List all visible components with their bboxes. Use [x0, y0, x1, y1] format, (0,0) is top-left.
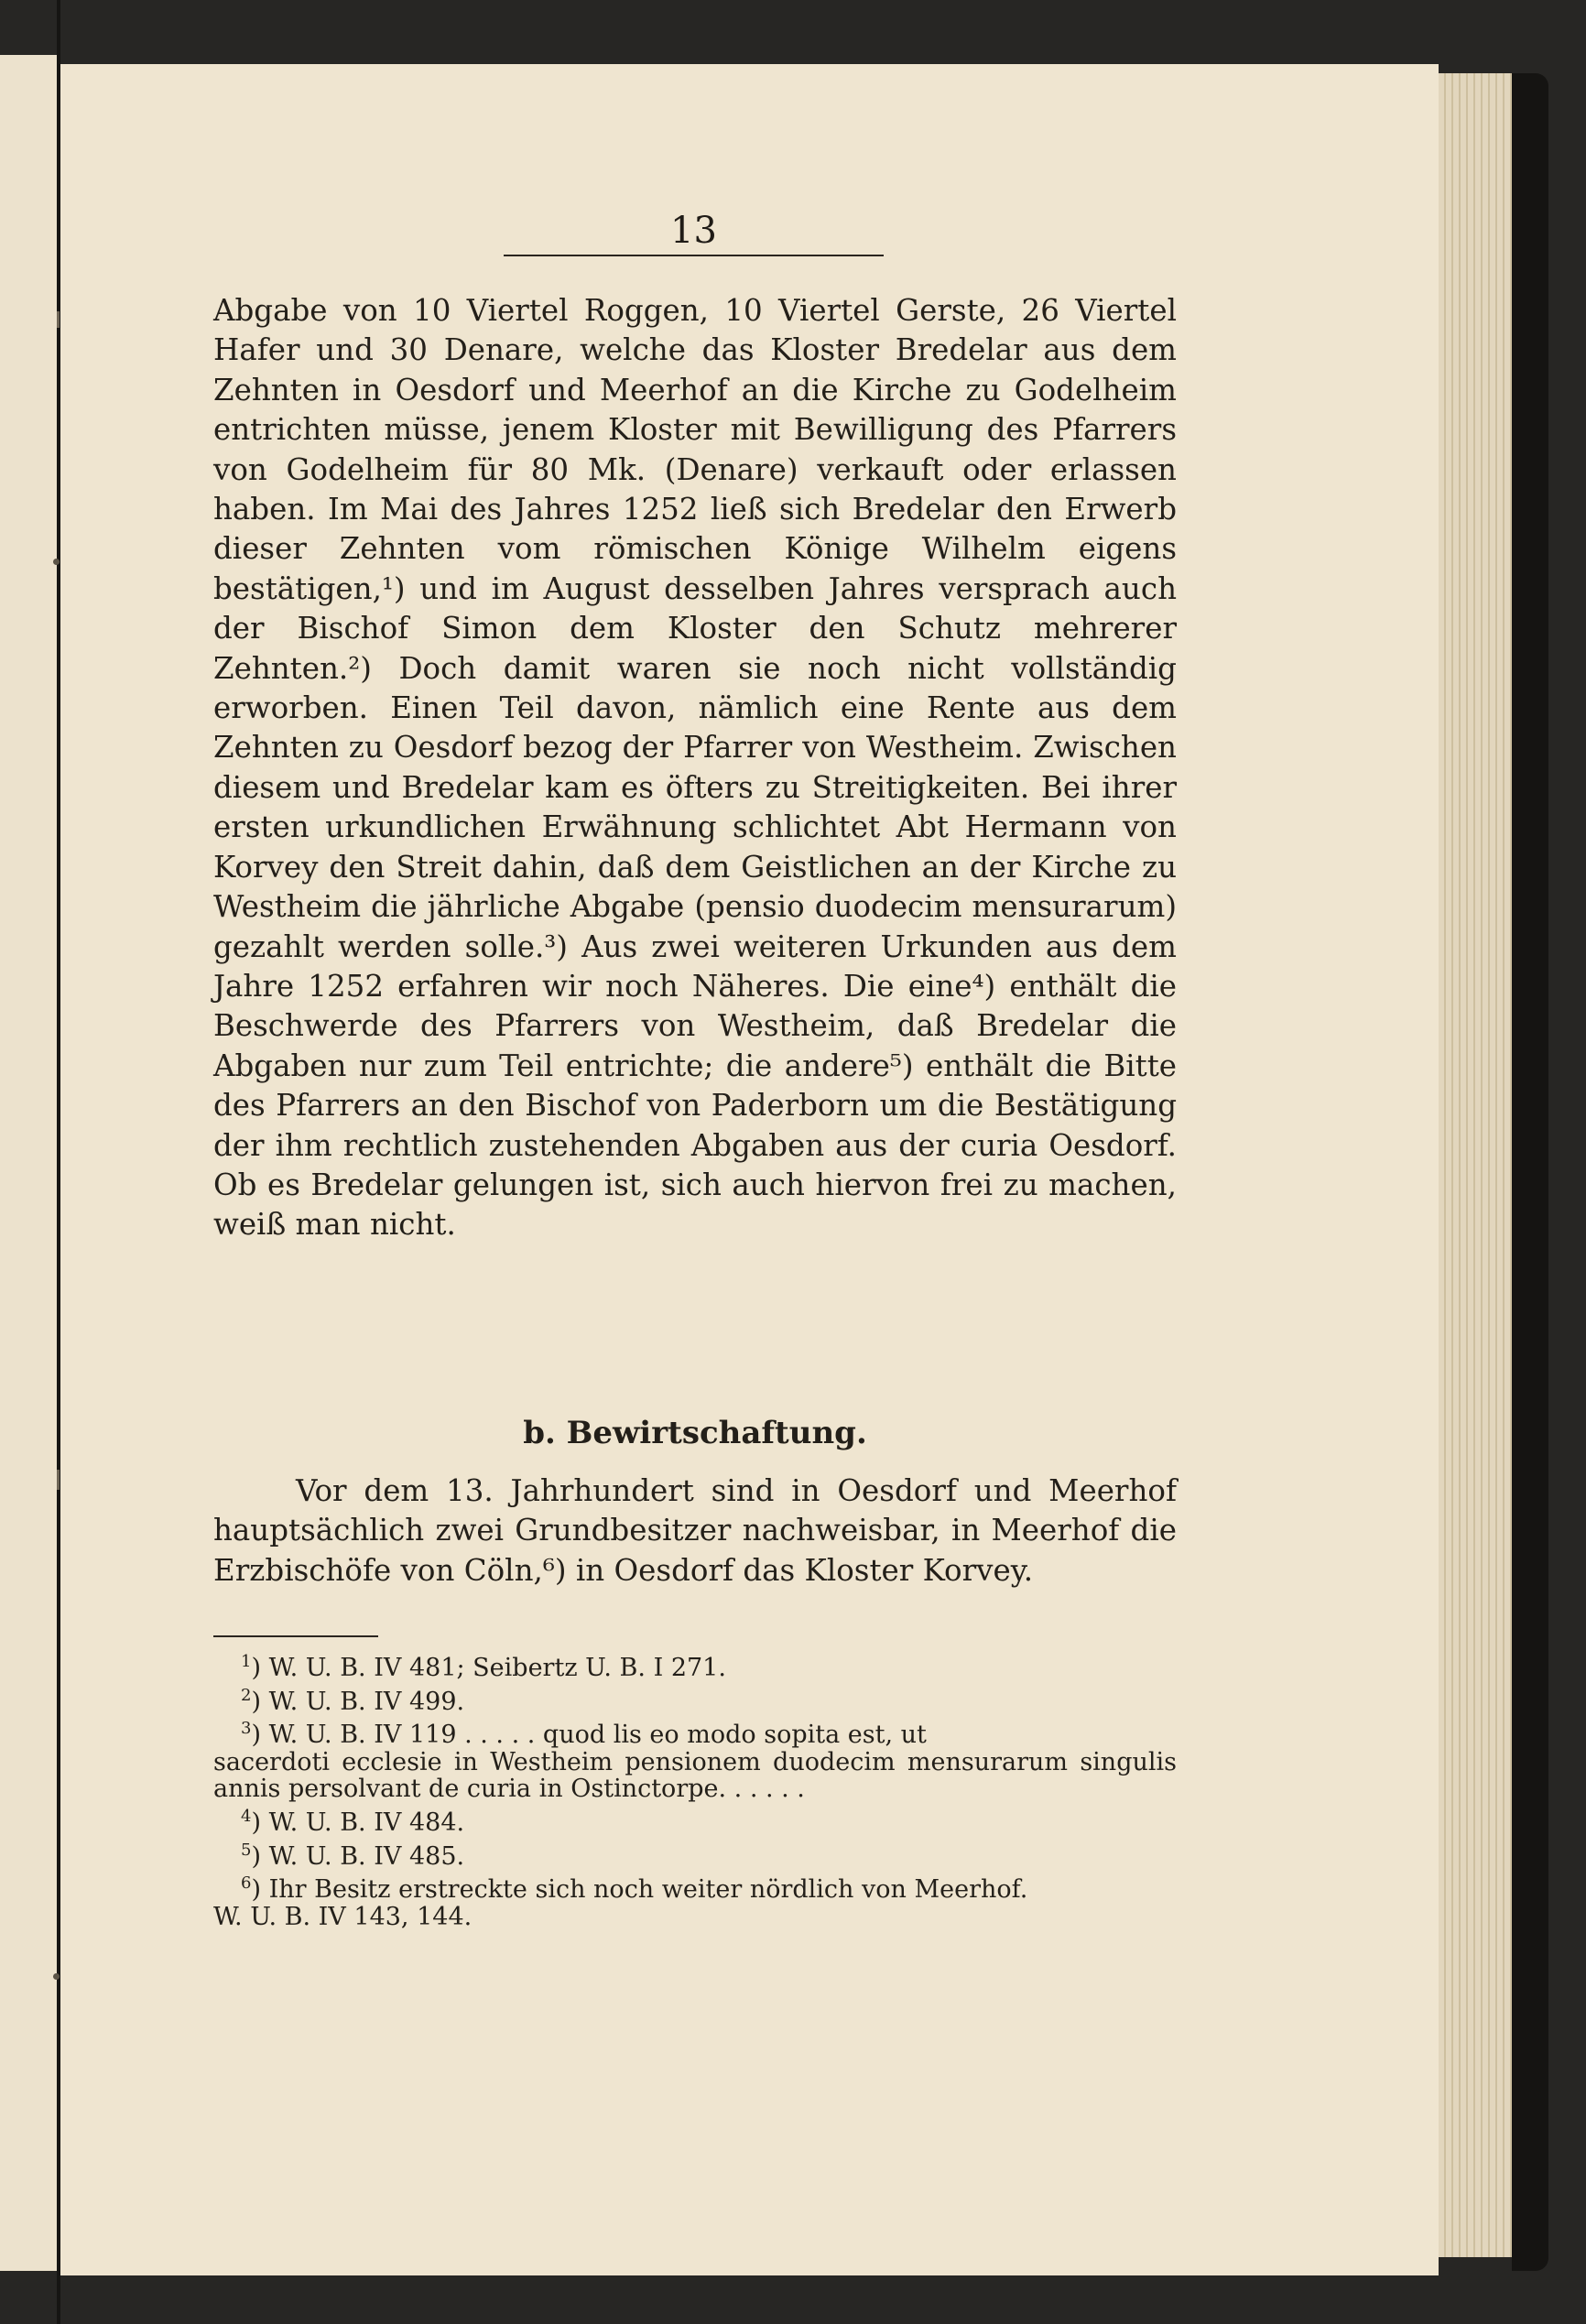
- footnote-mark: 5: [241, 1840, 252, 1860]
- footnote-2: $^2$) W. U. B. IV 499.: [241, 1685, 465, 1716]
- page-header: [504, 212, 884, 256]
- footnote-text: W. U. B. IV 499.: [268, 1687, 465, 1716]
- footnote-mark: 6: [241, 1873, 252, 1894]
- book-cover-edge: [1512, 73, 1548, 2271]
- footnote-5: $^5$) W. U. B. IV 485.: [241, 1840, 465, 1871]
- section-heading: b. Bewirtschaftung.: [523, 1415, 867, 1451]
- footnote-text: W. U. B. IV 119 . . . . . quod lis eo modo sopita est, ut: [268, 1721, 927, 1750]
- footnote-text: W. U. B. IV 484.: [268, 1808, 465, 1837]
- left-page-edge: [0, 55, 59, 2271]
- footnote-6-continuation: W. U. B. IV 143, 144.: [213, 1902, 473, 1931]
- margin-dot: [53, 1973, 60, 1980]
- header-rule: [504, 255, 884, 256]
- footnote-mark: 1: [241, 1652, 252, 1671]
- footnote-6: $^6$) Ihr Besitz erstreckte sich noch weiter nördlich von Meerhof.: [241, 1873, 1028, 1905]
- footnote-text: W. U. B. IV 485.: [268, 1841, 465, 1871]
- footnote-1: $^1$) W. U. B. IV 481; Seibertz U. B. I 271.: [241, 1652, 726, 1682]
- footnotes: [213, 1648, 1177, 1930]
- footnote-3: $^3$) W. U. B. IV 119 . . . . . quod lis eo modo sopita est, ut: [241, 1719, 927, 1750]
- page-number: 13: [670, 210, 717, 252]
- margin-mark: [57, 311, 60, 328]
- section-paragraph: Vor dem 13. Jahrhundert sind in Oesdorf und Meerhof hauptsächlich zwei Grundbesitzer nachweisbar, in Meerhof die Erzbischöfe von Cöln,⁶) in Oesdorf das Kloster Korvey.: [213, 1473, 1177, 1588]
- body-paragraph: Abgabe von 10 Viertel Roggen, 10 Viertel Gerste, 26 Viertel Hafer und 30 Denare, welche das Kloster Bredelar aus dem Zehnten in Oesdorf und Meerhof an die Kirche zu Godelheim entrichten müsse, jenem Kloster mit Bewilligung des Pfarrers von Godelheim für 80 Mk. (Denare) verkauft oder erlassen haben. Im Mai des Jahres 1252 ließ sich Bredelar den Erwerb dieser Zehnten vom römischen Könige Wilhelm eigens bestätigen,¹) und im August desselben Jahres versprach auch der Bischof Simon dem Kloster den Schutz mehrerer Zehnten.²) Doch damit waren sie noch nicht vollständig erworben. Einen Teil davon, nämlich eine Rente aus dem Zehnten zu Oesdorf bezog der Pfarrer von Westheim. Zwischen diesem und Bredelar kam es öfters zu Streitigkeiten. Bei ihrer ersten urkundlichen Erwähnung schlichtet Abt Hermann von Korvey den Streit dahin, daß dem Geistlichen an der Kirche zu Westheim die jährliche Abgabe (pensio duodecim mensurarum) gezahlt werden solle.³) Aus zwei weiteren Urkunden aus dem Jahre 1252 erfahren wir noch Näheres. Die eine⁴) enthält die Beschwerde des Pfarrers von Westheim, daß Bredelar die Abgaben nur zum Teil entrichte; die andere⁵) enthält die Bitte des Pfarrers an den Bischof von Paderborn um die Bestätigung der ihm rechtlich zustehenden Abgaben aus der curia Oesdorf. Ob es Bredelar gelungen ist, sich auch hiervon frei zu machen, weiß man nicht.: [213, 293, 1177, 1243]
- footnote-text: W. U. B. IV 481; Seibertz U. B. I 271.: [268, 1654, 726, 1682]
- margin-dot: [53, 559, 60, 565]
- footnote-rule: [213, 1635, 378, 1637]
- footnote-3-continuation: sacerdoti ecclesie in Westheim pensionem duodecim mensurarum singulis annis persolvant de curia in Ostinctorpe. . . . . .: [213, 1747, 1177, 1804]
- page-stack-edges: [1439, 73, 1512, 2257]
- footnote-mark: 4: [241, 1806, 252, 1826]
- footnote-text: Ihr Besitz erstreckte sich noch weiter nördlich von Meerhof.: [268, 1875, 1028, 1905]
- footnote-mark: 2: [241, 1685, 252, 1705]
- margin-mark: [57, 1470, 60, 1490]
- footnote-mark: 3: [241, 1719, 252, 1739]
- footnote-4: $^4$) W. U. B. IV 484.: [241, 1806, 465, 1837]
